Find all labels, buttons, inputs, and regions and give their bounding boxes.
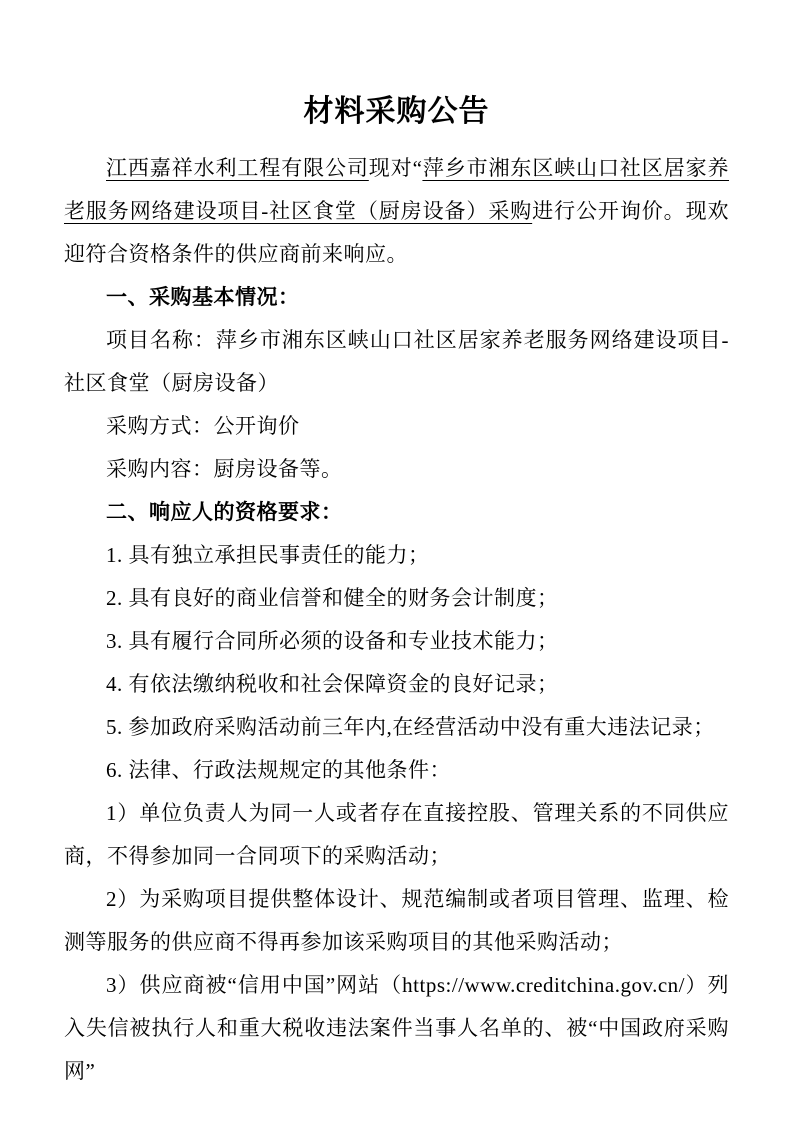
document-title: 材料采购公告 <box>303 95 490 128</box>
requirement-3-run-0: 3. 具有履行合同所必须的设备和专业技术能力； <box>106 629 559 653</box>
requirement-2-run-0: 2. 具有良好的商业信誉和健全的财务会计制度； <box>106 586 559 610</box>
requirement-6-run-0: 6. 法律、行政法规规定的其他条件： <box>106 758 451 782</box>
requirement-5 <box>64 706 729 749</box>
intro-paragraph-run-2: 萍乡市湘东区峡山口社区居家养老服务网络建设项目-社区食堂（厨房设备）采购 <box>64 156 730 223</box>
procurement-method-run-0: 采购方式：公开询价 <box>106 414 300 438</box>
procurement-content <box>64 448 729 491</box>
intro-paragraph-run-0: 江西嘉祥水利工程有限公司 <box>106 156 369 180</box>
intro-paragraph-run-1: 现对“ <box>368 156 423 180</box>
requirement-5-run-0: 5. 参加政府采购活动前三年内,在经营活动中没有重大违法记录； <box>106 715 715 739</box>
requirement-4-run-0: 4. 有依法缴纳税收和社会保障资金的良好记录； <box>106 672 559 696</box>
project-name-run-0: 项目名称：萍乡市湘东区峡山口社区居家养老服务网络建设项目-社区食堂（厨房设备） <box>64 328 729 395</box>
requirement-6-sub-3-run-0: 3）供应商被“信用中国”网站（https://www.creditchina.gov.cn/）列入失信被执行人和重大税收违法案件当事人名单的、被“中国政府采购网” <box>64 973 729 1083</box>
requirement-6-sub-3 <box>64 964 729 1093</box>
requirement-6 <box>64 749 729 792</box>
procurement-content-run-0: 采购内容：厨房设备等。 <box>106 457 343 481</box>
document-body <box>64 147 729 1093</box>
project-name <box>64 319 729 405</box>
section-2-heading-run-0: 二、响应人的资格要求： <box>106 500 343 524</box>
requirement-4 <box>64 663 729 706</box>
requirement-2 <box>64 577 729 620</box>
section-2-heading <box>64 491 729 534</box>
requirement-1-run-0: 1. 具有独立承担民事责任的能力； <box>106 543 430 567</box>
requirement-6-sub-1 <box>64 792 729 878</box>
requirement-1 <box>64 534 729 577</box>
requirement-6-sub-1-run-0: 1）单位负责人为同一人或者存在直接控股、管理关系的不同供应商，不得参加同一合同项下的采购活动； <box>64 801 729 868</box>
requirement-3 <box>64 620 729 663</box>
section-1-heading <box>64 276 729 319</box>
requirement-6-sub-2 <box>64 878 729 964</box>
intro-paragraph <box>64 147 729 276</box>
requirement-6-sub-2-run-0: 2）为采购项目提供整体设计、规范编制或者项目管理、监理、检测等服务的供应商不得再参加该采购项目的其他采购活动； <box>64 887 729 954</box>
procurement-method <box>64 405 729 448</box>
intro-paragraph-run-3: 进行公开询价。现欢迎符合资格条件的供应商前来响应。 <box>64 199 730 266</box>
section-1-heading-run-0: 一、采购基本情况： <box>106 285 300 309</box>
